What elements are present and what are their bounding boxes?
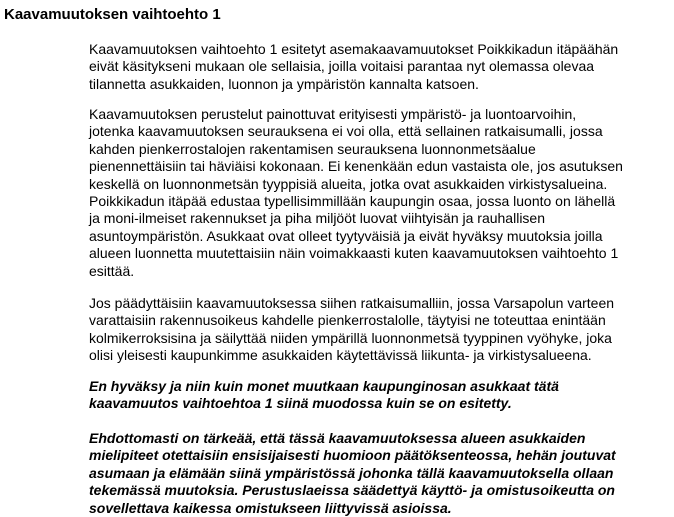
text-line: alueen luonnetta muutettaisiin näin voimakkaasti kuten kaavamuutoksen vaihtoehto 1: [89, 245, 619, 262]
text-line: kaavamuutos vaihtoehtoa 1 siinä muodossa kuin se on esitetty.: [89, 395, 512, 412]
text-line: Kaavamuutoksen perustelut painottuvat erityisesti ympäristö- ja luontoarvoihin,: [89, 106, 577, 122]
text-line: esittää.: [89, 262, 135, 279]
paragraph-4-emphasis: [89, 378, 559, 413]
text-line: jotenka kaavamuutoksen seurauksena ei voi olla, että sellainen ratkaisumalli, jossa: [89, 123, 603, 140]
text-line: tilannetta asukkaiden, luonnon ja ympäristön kannalta katsoen.: [89, 75, 479, 92]
text-line: tekemässä muutoksia. Perustuslaeissa säädettyä käyttö- ja omistusoikeutta on: [89, 482, 615, 499]
text-line: varattaisiin rakennusoikeus kahdelle pienkerrostalolle, täytyisi ne toteuttaa enintään: [89, 312, 606, 329]
paragraph-2: [89, 106, 623, 280]
text-line: Ehdottomasti on tärkeää, että tässä kaavamuutoksessa alueen asukkaiden: [89, 430, 586, 446]
text-line: Poikkikadun itäpää edustaa typellisimmillään kaupungin osaa, jossa luonto on lähellä: [89, 193, 616, 210]
text-line: sovellettava kaikessa omistukseen liittyvissä asioissa.: [89, 499, 452, 516]
paragraph-1: [89, 41, 618, 93]
text-line: eivät käsitykseni mukaan ole sellaisia, joilla voitaisi parantaa nyt olemassa olevaa: [89, 58, 595, 75]
text-line: En hyväksy ja niin kuin monet muutkaan kaupunginosan asukkaat tätä: [89, 378, 559, 394]
document-heading: Kaavamuutoksen vaihtoehto 1: [4, 6, 221, 23]
text-line: kolmikerroksisina ja säilyttää niiden ympärillä luonnonmetsä tyyppinen vyöhyke, joka: [89, 329, 612, 346]
text-line: mielipiteet otettaisiin ensisijaisesti huomioon päätöksenteossa, hehän joutuvat: [89, 447, 616, 464]
paragraph-5-emphasis: [89, 430, 616, 517]
text-line: olisi yleisesti kaupunkimme asukkaiden käytettävissä liikunta- ja virkistysalueena.: [89, 347, 592, 364]
text-line: ja moni-ilmeiset rakennukset ja piha miljööt luovat viihtyisän ja rauhallisen: [89, 210, 545, 227]
text-line: kahden pienkerrostalojen rakentamisen seurauksena luonnonmetsäalue: [89, 140, 536, 157]
text-line: asumaan ja elämään siinä ympäristössä johonka tällä kaavamuutoksella ollaan: [89, 464, 614, 481]
text-line: Kaavamuutoksen vaihtoehto 1 esitetyt asemakaavamuutokset Poikkikadun itäpäähän: [89, 41, 619, 57]
text-line: pienennettäisiin tai häviäisi kokonaan. Ei kenenkään edun vastaista ole, jos asutuksen: [89, 158, 623, 175]
text-line: Jos päädyttäisiin kaavamuutoksessa siihen ratkaisumalliin, jossa Varsapolun varteen: [89, 295, 615, 311]
text-line: asuntoympäristön. Asukkaat ovat olleet tyytyväisiä ja eivät hyväksy muutoksia joilla: [89, 227, 603, 244]
text-line: keskellä on luonnonmetsän tyyppisiä alueita, jotka ovat asukkaiden virkistysalueina.: [89, 175, 608, 192]
paragraph-3: [89, 295, 614, 365]
